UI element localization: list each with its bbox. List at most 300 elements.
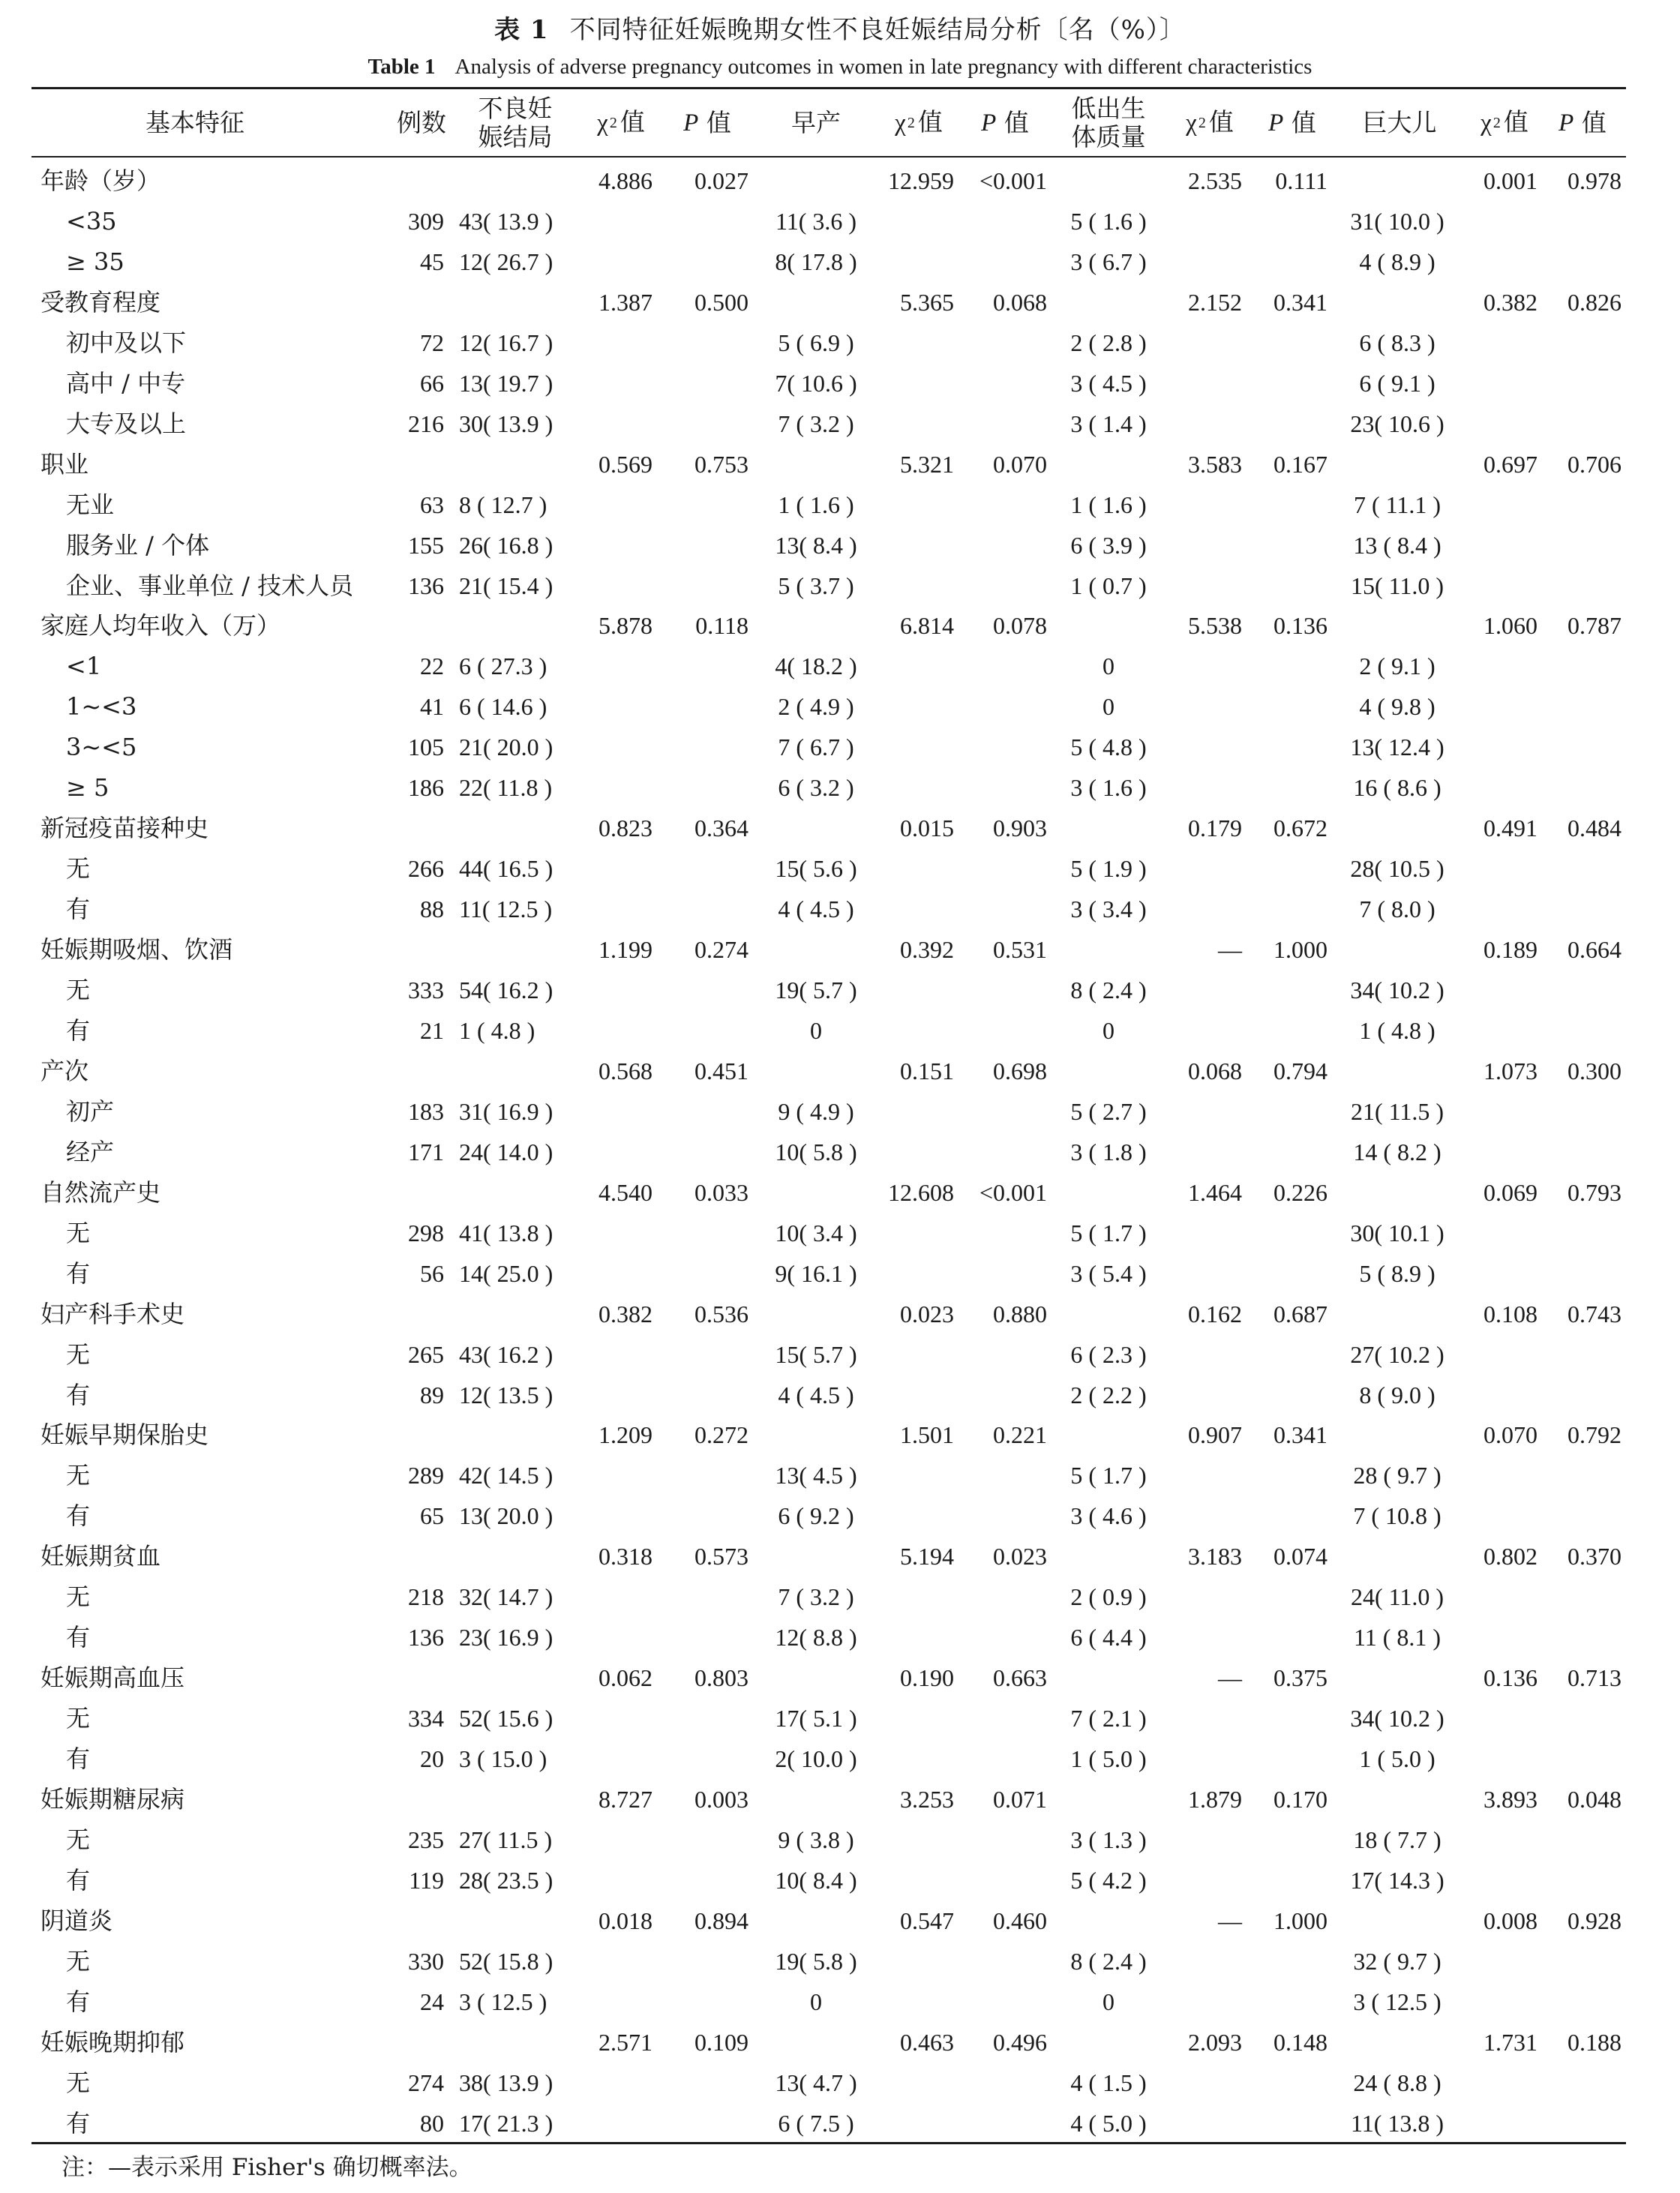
preterm-cell: 6 ( 9.2 ) [778,1502,854,1529]
chi-square-lbw-cell: — [1218,1907,1242,1934]
table-row-subgroup [0,1820,1680,1860]
preterm-cell: 10( 5.8 ) [775,1138,857,1166]
cases-cell: 186 [408,774,444,801]
cases-cell: 171 [408,1138,444,1166]
table-row-subgroup [0,1010,1680,1051]
p-value-lbw-cell: 0.341 [1274,289,1328,316]
cases-cell: 89 [420,1382,444,1408]
row-label: 阴道炎 [40,1906,113,1935]
table-row-subgroup [0,1496,1680,1536]
header-lbw-line1: 低出生 [1071,93,1146,123]
chi-square-lbw-cell: 2.535 [1188,167,1242,194]
p-value-lbw-cell: 0.672 [1274,814,1328,842]
p-value-lbw-cell: 0.167 [1274,451,1328,478]
row-label: 年龄（岁） [40,166,161,195]
table-number-en: Table 1 [368,55,436,79]
adverse-outcome-cell: 28( 23.5 ) [459,1867,554,1894]
chi-square-lbw-cell: 2.152 [1188,289,1242,316]
p-value-macrosomia-cell: 0.928 [1568,1907,1622,1934]
chi-square-preterm-cell: 0.392 [900,936,954,963]
header-chi-square-3 [1168,89,1251,156]
table-row-subgroup [0,1576,1680,1617]
table-row-subgroup [0,970,1680,1010]
cases-cell: 216 [408,410,444,437]
chi-superscript: 2 [609,114,617,131]
table-title-cn [0,10,1680,50]
p-value-preterm-cell: 0.460 [993,1907,1047,1934]
chi-square-lbw-cell: 0.162 [1188,1300,1242,1328]
p-value-lbw-cell: 0.136 [1274,612,1328,639]
chi-square-adverse-cell: 0.018 [598,1907,652,1934]
table-row-group [0,808,1680,848]
header-characteristic-text: 基本特征 [146,107,244,137]
p-value-preterm-cell: 0.068 [993,289,1047,316]
chi-square-lbw-cell: 0.179 [1188,814,1242,842]
adverse-outcome-cell: 41( 13.8 ) [459,1220,554,1246]
p-value-preterm-cell: 0.880 [993,1300,1047,1328]
p-value-preterm-cell: 0.078 [993,612,1047,639]
preterm-cell: 7 ( 3.2 ) [778,410,854,437]
table-row-subgroup [0,889,1680,929]
cases-cell: 265 [408,1341,444,1368]
cases-cell: 66 [420,370,444,397]
row-label: 有 [66,1381,91,1409]
macrosomia-cell: 34( 10.2 ) [1350,976,1444,1004]
table-row-subgroup [0,1455,1680,1496]
p-value-preterm-cell: 0.070 [993,451,1047,478]
header-macrosomia [1334,89,1466,156]
p-value-label: 值 [1004,107,1029,137]
row-label: 无 [66,1340,91,1369]
row-label: 自然流产史 [40,1178,161,1207]
preterm-cell: 2( 10.0 ) [775,1745,857,1772]
low-birth-weight-cell: 2 ( 2.2 ) [1070,1382,1147,1408]
cases-cell: 65 [420,1502,444,1529]
table-row-subgroup [0,1738,1680,1779]
low-birth-weight-cell: 4 ( 1.5 ) [1070,2069,1147,2096]
chi-square-preterm-cell: 0.463 [900,2029,954,2056]
low-birth-weight-cell: 2 ( 2.8 ) [1070,329,1147,356]
table-header-rule [32,156,1626,158]
low-birth-weight-cell: 1 ( 5.0 ) [1070,1745,1147,1772]
chi-square-preterm-cell: 0.151 [900,1058,954,1084]
macrosomia-cell: 6 ( 9.1 ) [1359,370,1436,397]
cases-cell: 24 [420,1988,444,2015]
chi-square-lbw-cell: 1.464 [1188,1179,1242,1206]
row-label: 无 [66,854,91,883]
preterm-cell: 6 ( 7.5 ) [778,2110,854,2137]
adverse-outcome-cell: 43( 13.9 ) [459,208,554,235]
row-label: 妊娠早期保胎史 [40,1420,209,1449]
table-row-group [0,929,1680,970]
table-row-subgroup [0,1091,1680,1132]
low-birth-weight-cell: 3 ( 5.4 ) [1070,1260,1147,1287]
row-label: 无 [66,976,91,1004]
row-label: 有 [66,1502,91,1530]
macrosomia-cell: 24 ( 8.8 ) [1353,2069,1442,2096]
chi-square-adverse-cell: 0.569 [598,451,652,478]
chi-square-preterm-cell: 5.321 [900,451,954,478]
row-label: 无 [66,1704,91,1732]
p-value-label: 值 [706,107,731,137]
low-birth-weight-cell: 4 ( 5.0 ) [1070,2110,1147,2137]
chi-square-preterm-cell: 12.959 [888,167,954,194]
adverse-outcome-cell: 22( 11.8 ) [459,774,553,801]
row-label: <1 [66,652,102,680]
table-row-subgroup [0,484,1680,525]
table-row-subgroup [0,1334,1680,1375]
macrosomia-cell: 27( 10.2 ) [1350,1341,1444,1368]
p-value-lbw-cell: 0.226 [1274,1179,1328,1206]
macrosomia-cell: 11( 13.8 ) [1350,2110,1444,2137]
low-birth-weight-cell: 5 ( 1.7 ) [1070,1462,1147,1489]
preterm-cell: 4 ( 4.5 ) [778,896,854,922]
macrosomia-cell: 7 ( 11.1 ) [1353,491,1442,518]
preterm-cell: 9( 16.1 ) [775,1260,857,1287]
chi-square-macrosomia-cell: 0.382 [1484,289,1538,316]
chi-superscript: 2 [1198,114,1206,131]
low-birth-weight-cell: 3 ( 4.6 ) [1070,1502,1147,1529]
chi-square-lbw-cell: 0.907 [1188,1421,1242,1448]
row-label: 产次 [40,1057,89,1085]
p-value-adverse-cell: 0.027 [694,167,748,194]
cases-cell: 21 [420,1017,444,1044]
table-row-subgroup [0,1213,1680,1253]
table-footnote: 注：—表示采用 Fisher's 确切概率法。 [62,2154,472,2181]
p-value-adverse-cell: 0.109 [694,2029,748,2056]
p-value-preterm-cell: 0.531 [993,936,1047,963]
adverse-outcome-cell: 21( 20.0 ) [459,734,554,760]
cases-cell: 334 [408,1705,444,1732]
adverse-outcome-cell: 3 ( 15.0 ) [459,1745,548,1772]
table-title-en [0,50,1680,84]
chi-value-label: 值 [1503,109,1528,136]
header-chi-square-2 [876,89,962,156]
row-label: 大专及以上 [66,410,187,438]
low-birth-weight-cell: 8 ( 2.4 ) [1070,976,1147,1004]
macrosomia-cell: 1 ( 5.0 ) [1359,1745,1436,1772]
p-value-adverse-cell: 0.894 [694,1907,748,1934]
table-row-subgroup [0,1617,1680,1658]
table-row-subgroup [0,1941,1680,1982]
table-row-group [0,1900,1680,1941]
p-value-lbw-cell: 0.794 [1274,1058,1328,1084]
row-label: 无 [66,1826,91,1854]
chi-square-lbw-cell: 5.538 [1188,612,1242,639]
table-number-cn: 表 1 [494,15,549,45]
table-row-group [0,1779,1680,1820]
low-birth-weight-cell: 5 ( 4.2 ) [1070,1867,1147,1894]
p-value-preterm-cell: <0.001 [979,1179,1047,1206]
p-value-adverse-cell: 0.753 [694,451,748,478]
cases-cell: 105 [408,734,444,760]
chi-square-adverse-cell: 0.568 [598,1058,652,1084]
macrosomia-cell: 21( 11.5 ) [1350,1098,1444,1125]
row-label: 职业 [40,450,89,478]
chi-square-lbw-cell: 3.583 [1188,451,1242,478]
table-row-group [0,2022,1680,2062]
preterm-cell: 9 ( 4.9 ) [778,1098,854,1125]
chi-square-adverse-cell: 2.571 [598,2029,652,2056]
chi-square-adverse-cell: 1.199 [598,936,652,963]
table-row-group [0,160,1680,201]
p-value-macrosomia-cell: 0.706 [1568,451,1622,478]
row-label: 3~<5 [66,733,137,761]
row-label: 无 [66,1219,91,1247]
p-value-lbw-cell: 0.111 [1275,167,1328,194]
macrosomia-cell: 5 ( 8.9 ) [1359,1260,1436,1287]
chi-square-preterm-cell: 3.253 [900,1786,954,1813]
cases-cell: 41 [420,693,444,720]
table-row-group [0,605,1680,646]
preterm-cell: 13( 4.7 ) [775,2069,857,2096]
macrosomia-cell: 13 ( 8.4 ) [1353,532,1442,559]
macrosomia-cell: 23( 10.6 ) [1350,410,1444,437]
low-birth-weight-cell: 3 ( 1.6 ) [1070,774,1147,801]
chi-square-adverse-cell: 5.878 [598,612,652,639]
chi-square-adverse-cell: 8.727 [598,1786,652,1813]
table-row-subgroup [0,767,1680,808]
chi-symbol: χ [895,109,906,136]
chi-square-macrosomia-cell: 1.731 [1484,2029,1538,2056]
preterm-cell: 7 ( 6.7 ) [778,734,854,760]
cases-cell: 119 [409,1867,444,1894]
adverse-outcome-cell: 11( 12.5 ) [459,896,553,922]
header-cases-text: 例数 [397,107,446,137]
header-adverse-line1: 不良妊 [478,93,553,123]
p-value-adverse-cell: 0.500 [694,289,748,316]
adverse-outcome-cell: 6 ( 14.6 ) [459,693,548,720]
chi-square-preterm-cell: 0.190 [900,1664,954,1691]
adverse-outcome-cell: 38( 13.9 ) [459,2069,554,2096]
row-label: 1~<3 [66,692,137,721]
preterm-cell: 15( 5.6 ) [775,855,857,882]
chi-square-macrosomia-cell: 0.008 [1484,1907,1538,1934]
macrosomia-cell: 6 ( 8.3 ) [1359,329,1436,356]
p-value-macrosomia-cell: 0.787 [1568,612,1622,639]
macrosomia-cell: 28( 10.5 ) [1350,855,1444,882]
chi-square-adverse-cell: 1.209 [598,1421,652,1448]
p-value-preterm-cell: <0.001 [979,167,1047,194]
low-birth-weight-cell: 3 ( 6.7 ) [1070,248,1147,275]
header-low-birth-weight [1048,89,1168,156]
low-birth-weight-cell: 1 ( 0.7 ) [1070,572,1147,599]
cases-cell: 330 [408,1948,444,1975]
cases-cell: 136 [408,572,444,599]
chi-square-macrosomia-cell: 3.893 [1484,1786,1538,1813]
table-row-subgroup [0,727,1680,767]
row-label: 有 [66,1016,91,1045]
table-row-subgroup [0,1132,1680,1172]
p-value-macrosomia-cell: 0.048 [1568,1786,1622,1813]
macrosomia-cell: 24( 11.0 ) [1350,1583,1444,1610]
p-value-macrosomia-cell: 0.826 [1568,289,1622,316]
p-value-macrosomia-cell: 0.792 [1568,1421,1622,1448]
p-value-preterm-cell: 0.071 [993,1786,1047,1813]
header-chi-square-1 [579,89,663,156]
macrosomia-cell: 7 ( 10.8 ) [1353,1502,1442,1529]
macrosomia-cell: 31( 10.0 ) [1350,208,1444,235]
chi-square-adverse-cell: 4.540 [598,1179,652,1206]
p-value-preterm-cell: 0.903 [993,814,1047,842]
adverse-outcome-cell: 32( 14.7 ) [459,1583,554,1610]
chi-square-lbw-cell: — [1218,1664,1242,1691]
macrosomia-cell: 7 ( 8.0 ) [1359,896,1436,922]
p-value-adverse-cell: 0.364 [694,814,748,842]
table-row-subgroup [0,242,1680,282]
macrosomia-cell: 3 ( 12.5 ) [1353,1988,1442,2015]
preterm-cell: 10( 8.4 ) [775,1867,857,1894]
row-label: <35 [66,207,117,236]
p-value-adverse-cell: 0.003 [694,1786,748,1813]
p-value-lbw-cell: 0.687 [1274,1300,1328,1328]
macrosomia-cell: 34( 10.2 ) [1350,1705,1444,1732]
preterm-cell: 5 ( 6.9 ) [778,329,854,356]
cases-cell: 183 [408,1098,444,1125]
chi-square-macrosomia-cell: 0.001 [1484,167,1538,194]
table-row-group [0,1294,1680,1334]
chi-superscript: 2 [907,114,915,131]
preterm-cell: 10( 3.4 ) [775,1220,857,1246]
p-value-adverse-cell: 0.451 [694,1058,748,1084]
p-value-lbw-cell: 1.000 [1274,936,1328,963]
preterm-cell: 7 ( 3.2 ) [778,1583,854,1610]
table-row-subgroup [0,1698,1680,1738]
p-value-preterm-cell: 0.698 [993,1058,1047,1084]
row-label: 受教育程度 [40,288,161,316]
header-adverse-line2: 娠结局 [478,122,553,152]
header-adverse-outcome [459,89,572,156]
adverse-outcome-cell: 54( 16.2 ) [459,976,554,1004]
macrosomia-cell: 30( 10.1 ) [1350,1220,1444,1246]
adverse-outcome-cell: 3 ( 12.5 ) [459,1988,548,2015]
chi-square-preterm-cell: 12.608 [888,1179,954,1206]
low-birth-weight-cell: 5 ( 2.7 ) [1070,1098,1147,1125]
chi-square-macrosomia-cell: 0.802 [1484,1543,1538,1570]
p-value-lbw-cell: 0.170 [1274,1786,1328,1813]
macrosomia-cell: 8 ( 9.0 ) [1359,1382,1436,1408]
macrosomia-cell: 4 ( 9.8 ) [1359,693,1436,720]
preterm-cell: 13( 8.4 ) [775,532,857,559]
cases-cell: 22 [420,652,444,680]
preterm-cell: 7( 10.6 ) [775,370,857,397]
low-birth-weight-cell: 5 ( 1.9 ) [1070,855,1147,882]
macrosomia-cell: 15( 11.0 ) [1350,572,1444,599]
chi-value-label: 值 [917,109,943,136]
p-value-macrosomia-cell: 0.978 [1568,167,1622,194]
row-label: 有 [66,895,91,923]
header-characteristic [98,89,292,156]
chi-square-macrosomia-cell: 0.108 [1484,1300,1538,1328]
p-value-lbw-cell: 0.341 [1274,1421,1328,1448]
macrosomia-cell: 18 ( 7.7 ) [1353,1826,1442,1853]
cases-cell: 56 [420,1260,444,1287]
cases-cell: 309 [408,208,444,235]
table-row-subgroup [0,404,1680,444]
cases-cell: 45 [420,248,444,275]
low-birth-weight-cell: 3 ( 3.4 ) [1070,896,1147,922]
chi-square-lbw-cell: 3.183 [1188,1543,1242,1570]
cases-cell: 266 [408,855,444,882]
chi-square-adverse-cell: 4.886 [598,167,652,194]
row-label: ≥ 35 [66,248,124,276]
p-value-macrosomia-cell: 0.484 [1568,814,1622,842]
low-birth-weight-cell: 2 ( 0.9 ) [1070,1583,1147,1610]
table-row-group [0,1536,1680,1576]
macrosomia-cell: 32 ( 9.7 ) [1353,1948,1442,1975]
chi-square-adverse-cell: 0.823 [598,814,652,842]
macrosomia-cell: 16 ( 8.6 ) [1353,774,1442,801]
header-cases [384,89,459,156]
table-row-subgroup [0,363,1680,404]
low-birth-weight-cell: 3 ( 1.4 ) [1070,410,1147,437]
cases-cell: 298 [408,1220,444,1246]
preterm-cell: 17( 5.1 ) [775,1705,857,1732]
preterm-cell: 19( 5.7 ) [775,976,857,1004]
preterm-cell: 11( 3.6 ) [775,208,857,235]
table-row-subgroup [0,322,1680,363]
adverse-outcome-cell: 42( 14.5 ) [459,1462,554,1489]
adverse-outcome-cell: 43( 16.2 ) [459,1341,554,1368]
row-label: 妊娠期吸烟、饮酒 [40,935,233,964]
adverse-outcome-cell: 44( 16.5 ) [459,855,554,882]
chi-value-label: 值 [620,109,645,136]
row-label: 高中 / 中专 [66,369,186,398]
p-value-adverse-cell: 0.033 [694,1179,748,1206]
adverse-outcome-cell: 12( 13.5 ) [459,1382,554,1408]
adverse-outcome-cell: 17( 21.3 ) [459,2110,554,2137]
p-value-adverse-cell: 0.536 [694,1300,748,1328]
low-birth-weight-cell: 5 ( 1.6 ) [1070,208,1147,235]
row-label: 无 [66,1461,91,1490]
adverse-outcome-cell: 27( 11.5 ) [459,1826,553,1853]
table-row-group [0,444,1680,484]
chi-square-lbw-cell: 1.879 [1188,1786,1242,1813]
table-caption-en: Analysis of adverse pregnancy outcomes in women in late pregnancy with different characteristics [454,55,1312,79]
adverse-outcome-cell: 6 ( 27.3 ) [459,652,548,680]
chi-square-lbw-cell: 2.093 [1188,2029,1242,2056]
adverse-outcome-cell: 14( 25.0 ) [459,1260,554,1287]
cases-cell: 289 [408,1462,444,1489]
adverse-outcome-cell: 12( 16.7 ) [459,329,554,356]
header-macrosomia-text: 巨大儿 [1362,107,1437,137]
p-value-macrosomia-cell: 0.370 [1568,1543,1622,1570]
low-birth-weight-cell: 1 ( 1.6 ) [1070,491,1147,518]
macrosomia-cell: 13( 12.4 ) [1350,734,1444,760]
row-label: 家庭人均年收入（万） [40,611,281,640]
header-chi-square-4 [1466,89,1544,156]
table-row-group [0,1172,1680,1213]
macrosomia-cell: 2 ( 9.1 ) [1359,652,1436,680]
macrosomia-cell: 14 ( 8.2 ) [1353,1138,1442,1166]
row-label: 妊娠晚期抑郁 [40,2028,185,2056]
adverse-outcome-cell: 13( 20.0 ) [459,1502,554,1529]
row-label: 企业、事业单位 / 技术人员 [66,572,354,600]
chi-square-preterm-cell: 0.023 [900,1300,954,1328]
row-label: 有 [66,1866,91,1894]
preterm-cell: 19( 5.8 ) [775,1948,857,1975]
macrosomia-cell: 17( 14.3 ) [1350,1867,1444,1894]
table-row-subgroup [0,201,1680,242]
row-label: 无业 [66,490,115,519]
chi-square-macrosomia-cell: 0.189 [1484,936,1538,963]
p-value-adverse-cell: 0.274 [694,936,748,963]
header-preterm-text: 早产 [791,107,841,137]
row-label: 无 [66,1947,91,1976]
preterm-cell: 8( 17.8 ) [775,248,857,275]
chi-square-macrosomia-cell: 0.069 [1484,1179,1538,1206]
table-row-subgroup [0,2062,1680,2103]
